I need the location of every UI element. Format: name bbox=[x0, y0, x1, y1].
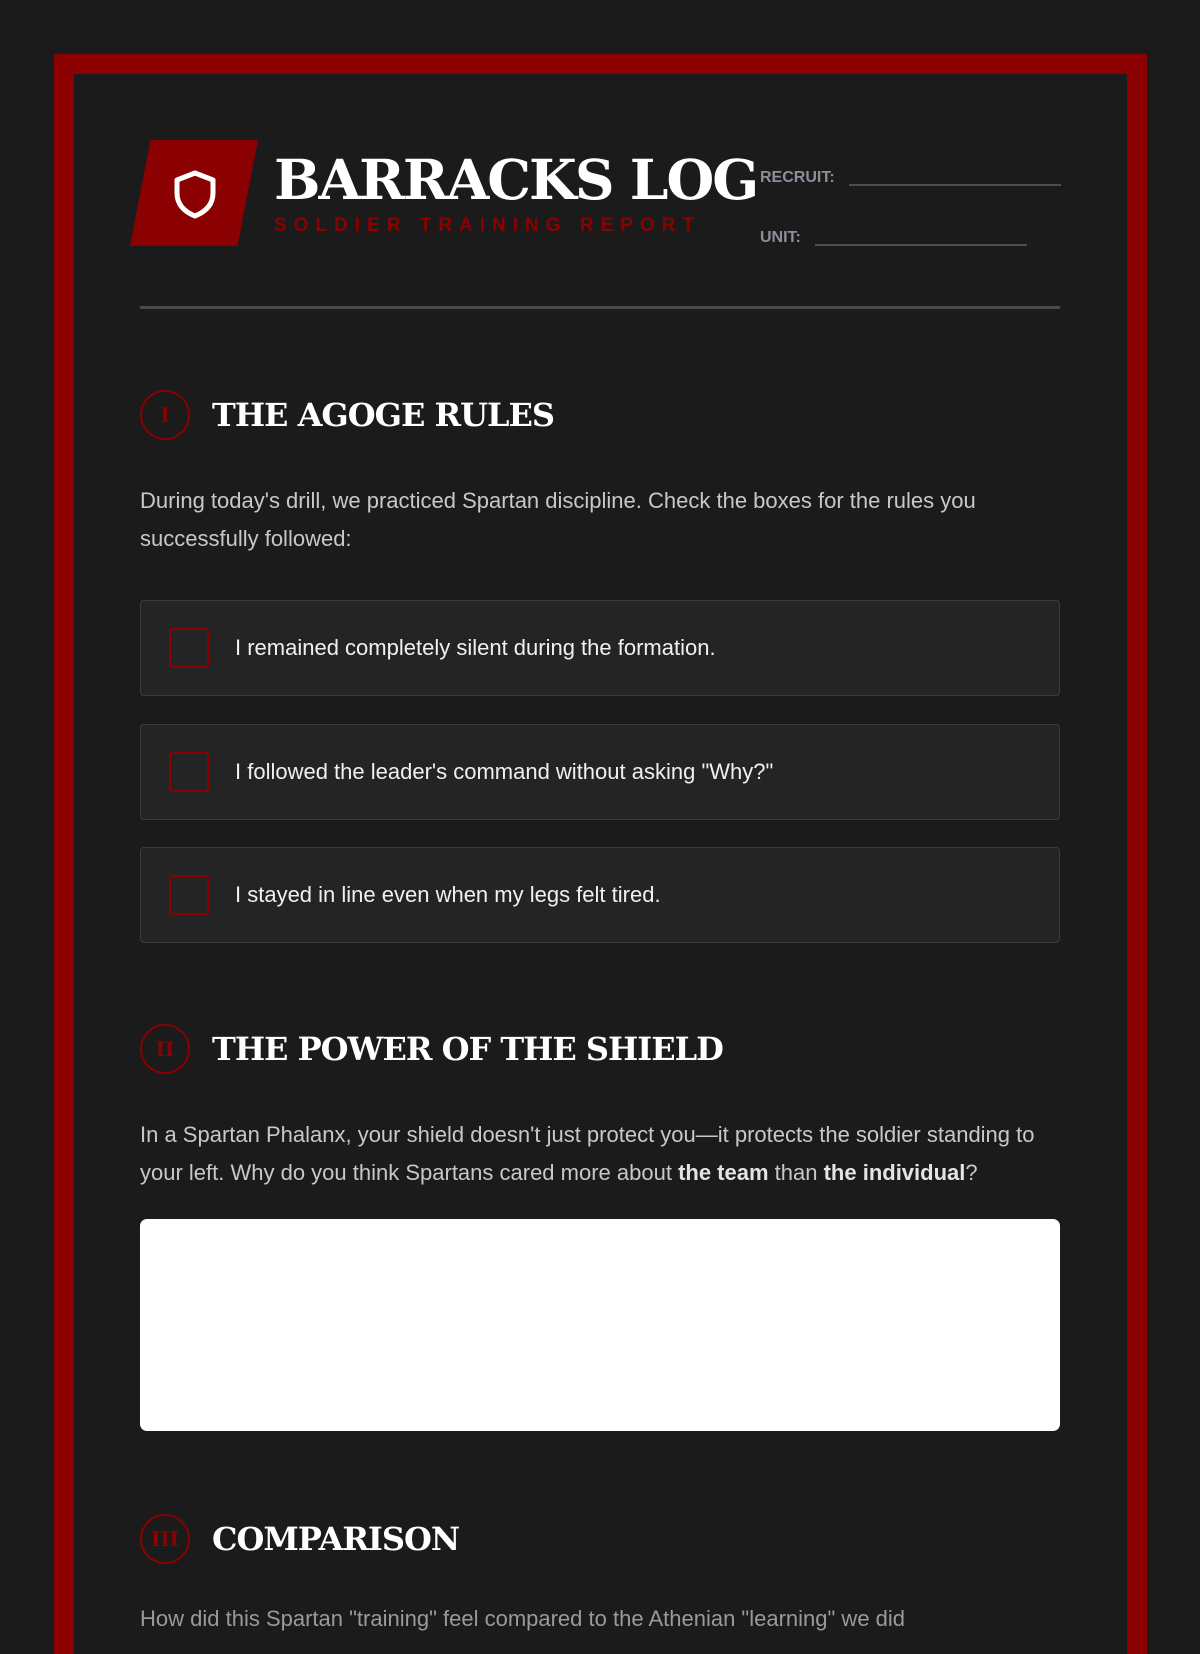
checklist-label: I stayed in line even when my legs felt tired. bbox=[235, 882, 661, 907]
report-content bbox=[140, 74, 1060, 1631]
report-header bbox=[140, 74, 1060, 366]
report-frame bbox=[54, 54, 1147, 1654]
checklist-label: I followed the leader's command without asking "Why?" bbox=[235, 759, 774, 784]
header-divider bbox=[140, 306, 1060, 309]
section-1-title: THE AGOGE RULES bbox=[212, 396, 554, 434]
section-3-heading bbox=[140, 1514, 459, 1564]
checklist-label: I remained completely silent during the formation. bbox=[235, 635, 716, 660]
prompt-emphasis-team: the team bbox=[678, 1160, 769, 1185]
section-3-prompt: How did this Spartan "training" feel compared to the Athenian "learning" we did bbox=[140, 1606, 906, 1631]
section-3-numeral: III bbox=[140, 1514, 190, 1564]
shield-answer-textarea[interactable] bbox=[140, 1219, 1060, 1431]
prompt-text: ? bbox=[965, 1160, 978, 1185]
app-title: BARRACKS LOG bbox=[274, 147, 758, 212]
recruit-label: RECRUIT: bbox=[760, 169, 835, 186]
recruit-input[interactable] bbox=[849, 184, 1061, 186]
section-2-prompt bbox=[140, 1116, 1060, 1192]
checklist-item[interactable] bbox=[140, 600, 1060, 696]
shield-icon bbox=[172, 169, 218, 219]
prompt-emphasis-individual: the individual bbox=[823, 1160, 966, 1185]
prompt-text: than bbox=[768, 1160, 824, 1185]
logo-badge bbox=[130, 140, 258, 246]
section-2-title: THE POWER OF THE SHIELD bbox=[212, 1030, 723, 1068]
section-1-instructions: During today's drill, we practiced Spartan discipline. Check the boxes for the rules you successfully followed: bbox=[140, 488, 976, 551]
section-2-numeral: II bbox=[140, 1024, 190, 1074]
recruit-field bbox=[760, 170, 1061, 186]
section-2-heading bbox=[140, 1024, 723, 1074]
checklist-item[interactable] bbox=[140, 724, 1060, 820]
unit-input[interactable] bbox=[815, 244, 1027, 246]
section-3-title: COMPARISON bbox=[212, 1520, 460, 1558]
unit-label: UNIT: bbox=[760, 229, 801, 246]
checkbox[interactable] bbox=[169, 875, 209, 915]
section-1-numeral: I bbox=[140, 390, 190, 440]
unit-field bbox=[760, 230, 1027, 246]
checkbox[interactable] bbox=[169, 628, 209, 668]
section-1-heading bbox=[140, 390, 554, 440]
app-subtitle: SOLDIER TRAINING REPORT bbox=[274, 215, 702, 236]
checkbox[interactable] bbox=[169, 752, 209, 792]
checklist-item[interactable] bbox=[140, 847, 1060, 943]
prompt-text: In a Spartan Phalanx, your shield doesn't just protect you—it protects the soldier standing to your left. Why do you think Spartans cared more about bbox=[140, 1122, 1035, 1185]
